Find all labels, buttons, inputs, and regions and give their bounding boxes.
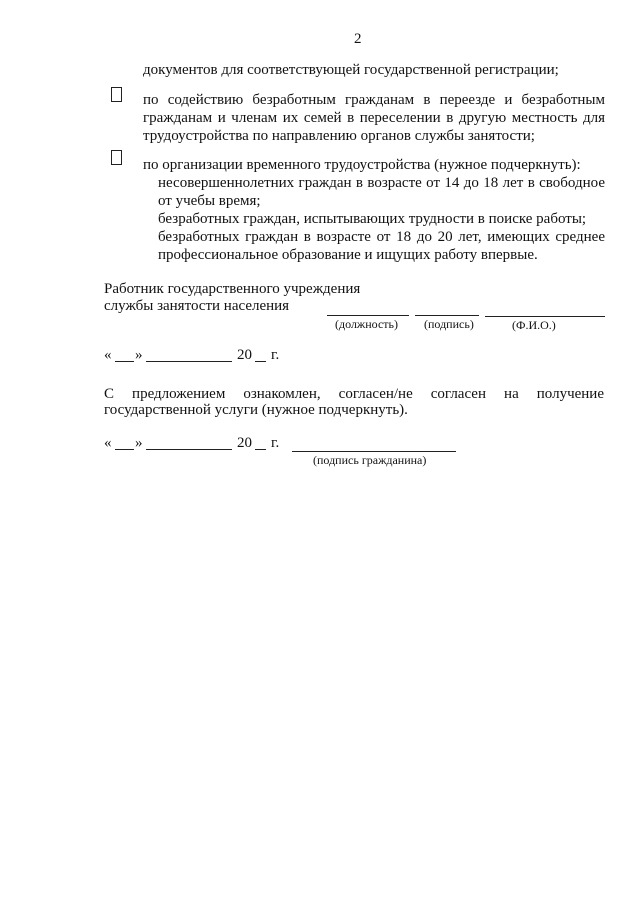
temporary-employment-title: по организации временного трудоустройства (нужное подчеркнуть): <box>143 157 581 173</box>
date1-day-line[interactable] <box>115 361 134 362</box>
date1-year-line[interactable] <box>255 361 266 362</box>
minors-line1: несовершеннолетних граждан в возрасте от 14 до 18 лет в свободное <box>158 175 605 191</box>
date2-day-line[interactable] <box>115 449 134 450</box>
relocation-text-line1: по содействию безработным гражданам в переезде и безработным <box>143 92 605 108</box>
citizen-signature-line[interactable] <box>292 451 456 452</box>
worker-label-line1: Работник государственного учреждения <box>104 281 361 297</box>
agreement-line2: государственной услуги (нужное подчеркнуть). <box>104 402 408 418</box>
date1-year-suffix: г. <box>271 347 280 363</box>
name-line[interactable] <box>485 316 605 317</box>
minors-line2: от учебы время; <box>158 193 261 209</box>
date2-month-line[interactable] <box>146 449 232 450</box>
intro-line: документов для соответствующей государственной регистрации; <box>143 62 559 78</box>
date2-year-line[interactable] <box>255 449 266 450</box>
date1-month-line[interactable] <box>146 361 232 362</box>
temporary-employment-checkbox[interactable] <box>111 150 122 165</box>
date2-year-prefix: 20 <box>237 435 252 451</box>
signature-caption: (подпись) <box>424 317 474 331</box>
position-caption: (должность) <box>335 317 398 331</box>
citizen-signature-caption: (подпись гражданина) <box>313 453 427 467</box>
difficulty-line: безработных граждан, испытывающих трудности в поиске работы; <box>158 211 587 227</box>
date1-close-quote: » <box>135 347 143 363</box>
relocation-text-line2: гражданам и членам их семей в переселении в другую местность для <box>143 110 605 126</box>
date2-close-quote: » <box>135 435 143 451</box>
date1-open-quote: « <box>104 347 112 363</box>
signature-line[interactable] <box>415 315 479 316</box>
relocation-text-line3: трудоустройства по направлению органов службы занятости; <box>143 128 535 144</box>
agreement-line1: С предложением ознакомлен, согласен/не согласен на получение <box>104 386 604 402</box>
youth-line1: безработных граждан в возрасте от 18 до 20 лет, имеющих среднее <box>158 229 605 245</box>
date2-year-suffix: г. <box>271 435 280 451</box>
position-line[interactable] <box>327 315 409 316</box>
relocation-checkbox[interactable] <box>111 87 122 102</box>
name-caption: (Ф.И.О.) <box>512 318 556 332</box>
date1-year-prefix: 20 <box>237 347 252 363</box>
worker-label-line2: службы занятости населения <box>104 298 290 314</box>
date2-open-quote: « <box>104 435 112 451</box>
youth-line2: профессиональное образование и ищущих работу впервые. <box>158 247 538 263</box>
page-number: 2 <box>354 31 362 47</box>
